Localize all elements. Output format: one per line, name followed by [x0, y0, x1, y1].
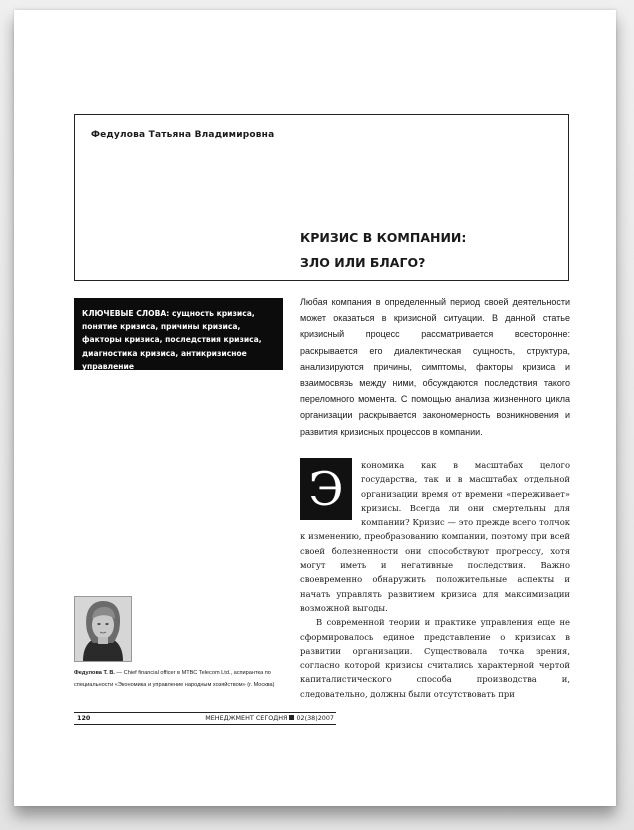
author-bio-text: — Chief financial officer в МТВС Telecom Ltd., аспирантка по специальности «Экономика и управление народным хозяйством» (г. Москва) [74, 670, 275, 688]
journal-info [205, 713, 334, 724]
title-line-2: ЗЛО ИЛИ БЛАГО? [300, 255, 426, 270]
article-title [300, 225, 466, 275]
title-box [74, 114, 569, 281]
title-line-1: КРИЗИС В КОМПАНИИ: [300, 230, 467, 245]
page-footer [74, 712, 336, 725]
keywords-label: КЛЮЧЕВЫЕ СЛОВА: [82, 309, 170, 318]
square-separator-icon [289, 715, 294, 720]
journal-issue: 02(38)2007 [296, 714, 334, 722]
page-number: 120 [77, 714, 91, 722]
author-name: Федулова Татьяна Владимировна [91, 130, 275, 140]
article-body [300, 458, 570, 701]
author-bio [74, 668, 289, 691]
paragraph-2: В современной теории и практике управления еще не сформировалось единое представление о кризисах в развитии организации. Существовала точка зрения, согласно которой кризисы считались характерной чертой капиталистического способа производства и, следовательно, должны были отсутствовать при [300, 617, 570, 699]
journal-name: МЕНЕДЖМЕНТ СЕГОДНЯ [205, 714, 288, 722]
paragraph-1: кономика как в масштабах целого государства, так и в масштабах отдельной организации время от времени «переживает» кризисы. Всегда ли они смертельны для компании? Кризис — это прежде всего толчок к изменению, преобразованию компании, поэтому при всей своей болезненности они способствуют прогрессу, хотя могут иметь и негативные последствия. Важно своевременно обнаружить положительные аспекты и начать управлять развитием кризиса для максимизации возможной выгоды. [300, 460, 570, 613]
author-photo [74, 596, 132, 662]
abstract-text: Любая компания в определенный период своей деятельности может оказаться в кризисной ситуации. В данной статье кризисный процесс рассматривается всесторонне: раскрывается его диалектическая сущность, структура, анализируются причины, симптомы, факторы кризиса и взаимосвязь между ними, обсуждаются последствия такого переломного момента. С помощью анализа жизненного цикла организации раскрывается закономерность возникновения и развития кризисных процессов в компании. [300, 297, 570, 437]
magazine-page [14, 10, 616, 806]
keywords-text: сущность кризиса, понятие кризиса, причины кризиса, факторы кризиса, последствия кризиса, диагностика кризиса, антикризисное управление [82, 309, 262, 371]
keywords-box [74, 298, 283, 370]
drop-cap: Э [300, 458, 352, 520]
abstract [300, 294, 570, 440]
author-bio-name: Федулова Т. В. [74, 670, 115, 676]
